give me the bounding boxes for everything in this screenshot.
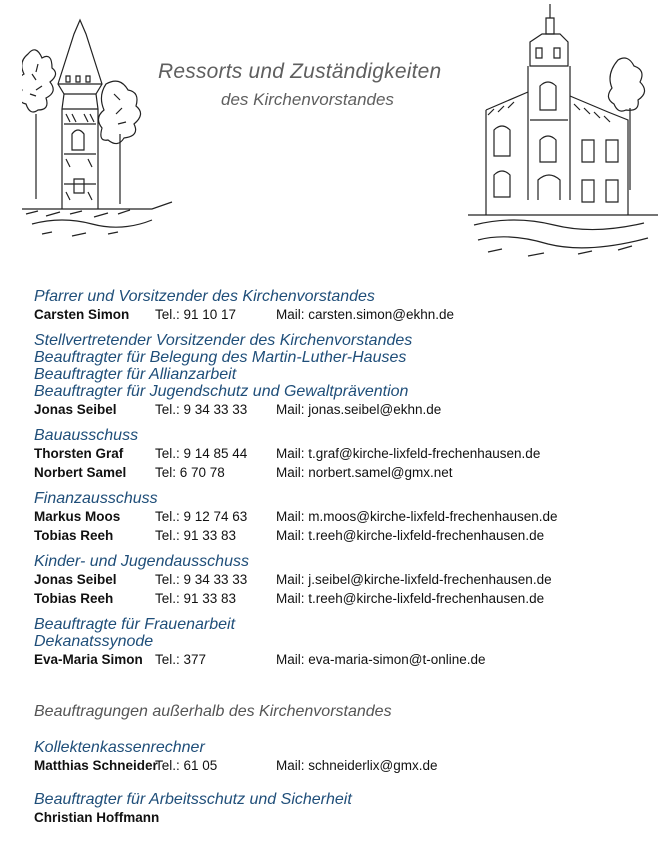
contact-row — [34, 809, 654, 827]
contact-name: Tobias Reeh — [34, 528, 114, 543]
contact-row — [34, 445, 654, 463]
section-heading: Dekanatssynode — [34, 633, 154, 650]
page-subtitle: des Kirchenvorstandes — [221, 90, 394, 109]
contact-row — [34, 401, 654, 419]
contact-phone: Tel.: 91 33 83 — [155, 591, 237, 606]
contact-email[interactable]: Mail: t.reeh@kirche-lixfeld-frechenhausen.de — [276, 591, 545, 606]
contact-name: Eva-Maria Simon — [34, 652, 143, 667]
contact-phone: Tel.: 91 33 83 — [155, 528, 237, 543]
section-heading: Bauausschuss — [34, 427, 139, 444]
section-heading: Beauftragter für Belegung des Martin-Luther-Hauses — [34, 349, 407, 366]
contact-email[interactable]: Mail: jonas.seibel@ekhn.de — [276, 402, 442, 417]
contact-row — [34, 508, 654, 526]
section-heading: Beauftragter für Jugendschutz und Gewaltprävention — [34, 383, 409, 400]
section-heading: Finanzausschuss — [34, 490, 158, 507]
contact-phone: Tel.: 377 — [155, 652, 207, 667]
section-heading: Beauftragter für Arbeitsschutz und Sicherheit — [34, 791, 352, 808]
section-heading: Beauftragter für Allianzarbeit — [34, 366, 237, 383]
contact-email[interactable]: Mail: t.graf@kirche-lixfeld-frechenhausen.de — [276, 446, 541, 461]
contact-phone: Tel.: 9 12 74 63 — [155, 509, 248, 524]
contact-name: Norbert Samel — [34, 465, 127, 480]
contact-row — [34, 306, 654, 324]
contact-row — [34, 527, 654, 545]
contact-name: Tobias Reeh — [34, 591, 114, 606]
section-arbeitsschutz — [34, 791, 654, 827]
contact-phone: Tel.: 61 05 — [155, 758, 218, 773]
contact-phone: Tel.: 9 34 33 33 — [155, 402, 248, 417]
contact-email[interactable]: Mail: m.moos@kirche-lixfeld-frechenhausen.de — [276, 509, 558, 524]
contact-name: Jonas Seibel — [34, 572, 117, 587]
contact-phone: Tel.: 9 34 33 33 — [155, 572, 248, 587]
contact-email[interactable]: Mail: carsten.simon@ekhn.de — [276, 307, 455, 322]
section-heading: Pfarrer und Vorsitzender des Kirchenvorstandes — [34, 288, 375, 305]
section-stellvertreter — [34, 332, 654, 419]
section-finanzausschuss — [34, 490, 654, 545]
contact-email[interactable]: Mail: t.reeh@kirche-lixfeld-frechenhausen.de — [276, 528, 545, 543]
page-title: Ressorts und Zuständigkeiten — [158, 60, 442, 83]
section-pfarrer — [34, 288, 654, 324]
outside-heading: Beauftragungen außerhalb des Kirchenvorstandes — [34, 703, 392, 720]
section-heading: Stellvertretender Vorsitzender des Kirchenvorstandes — [34, 332, 413, 349]
section-heading: Beauftragte für Frauenarbeit — [34, 616, 236, 633]
contact-name: Carsten Simon — [34, 307, 130, 322]
section-jugendausschuss — [34, 553, 654, 608]
tower-illustration — [22, 14, 182, 254]
contact-email[interactable]: Mail: schneiderlix@gmx.de — [276, 758, 438, 773]
contact-phone: Tel: 6 70 78 — [155, 465, 225, 480]
section-kollektenkasse — [34, 739, 654, 775]
contact-name: Christian Hoffmann — [34, 810, 160, 825]
spacer — [34, 677, 654, 703]
contact-email[interactable]: Mail: eva-maria-simon@t-online.de — [276, 652, 486, 667]
section-frauenarbeit — [34, 616, 654, 669]
contact-name: Jonas Seibel — [34, 402, 117, 417]
section-heading: Kinder- und Jugendausschuss — [34, 553, 249, 570]
contact-email[interactable]: Mail: norbert.samel@gmx.net — [276, 465, 453, 480]
page-header — [0, 0, 666, 280]
contact-name: Thorsten Graf — [34, 446, 124, 461]
content — [34, 288, 654, 835]
contact-name: Markus Moos — [34, 509, 121, 524]
contact-row — [34, 464, 654, 482]
contact-phone: Tel.: 9 14 85 44 — [155, 446, 248, 461]
contact-row — [34, 651, 654, 669]
contact-email[interactable]: Mail: j.seibel@kirche-lixfeld-frechenhausen.de — [276, 572, 552, 587]
contact-phone: Tel.: 91 10 17 — [155, 307, 237, 322]
section-bauausschuss — [34, 427, 654, 482]
section-heading: Kollektenkassenrechner — [34, 739, 205, 756]
contact-name: Matthias Schneider — [34, 758, 158, 773]
church-illustration — [468, 0, 658, 270]
contact-row — [34, 757, 654, 775]
contact-row — [34, 571, 654, 589]
contact-row — [34, 590, 654, 608]
